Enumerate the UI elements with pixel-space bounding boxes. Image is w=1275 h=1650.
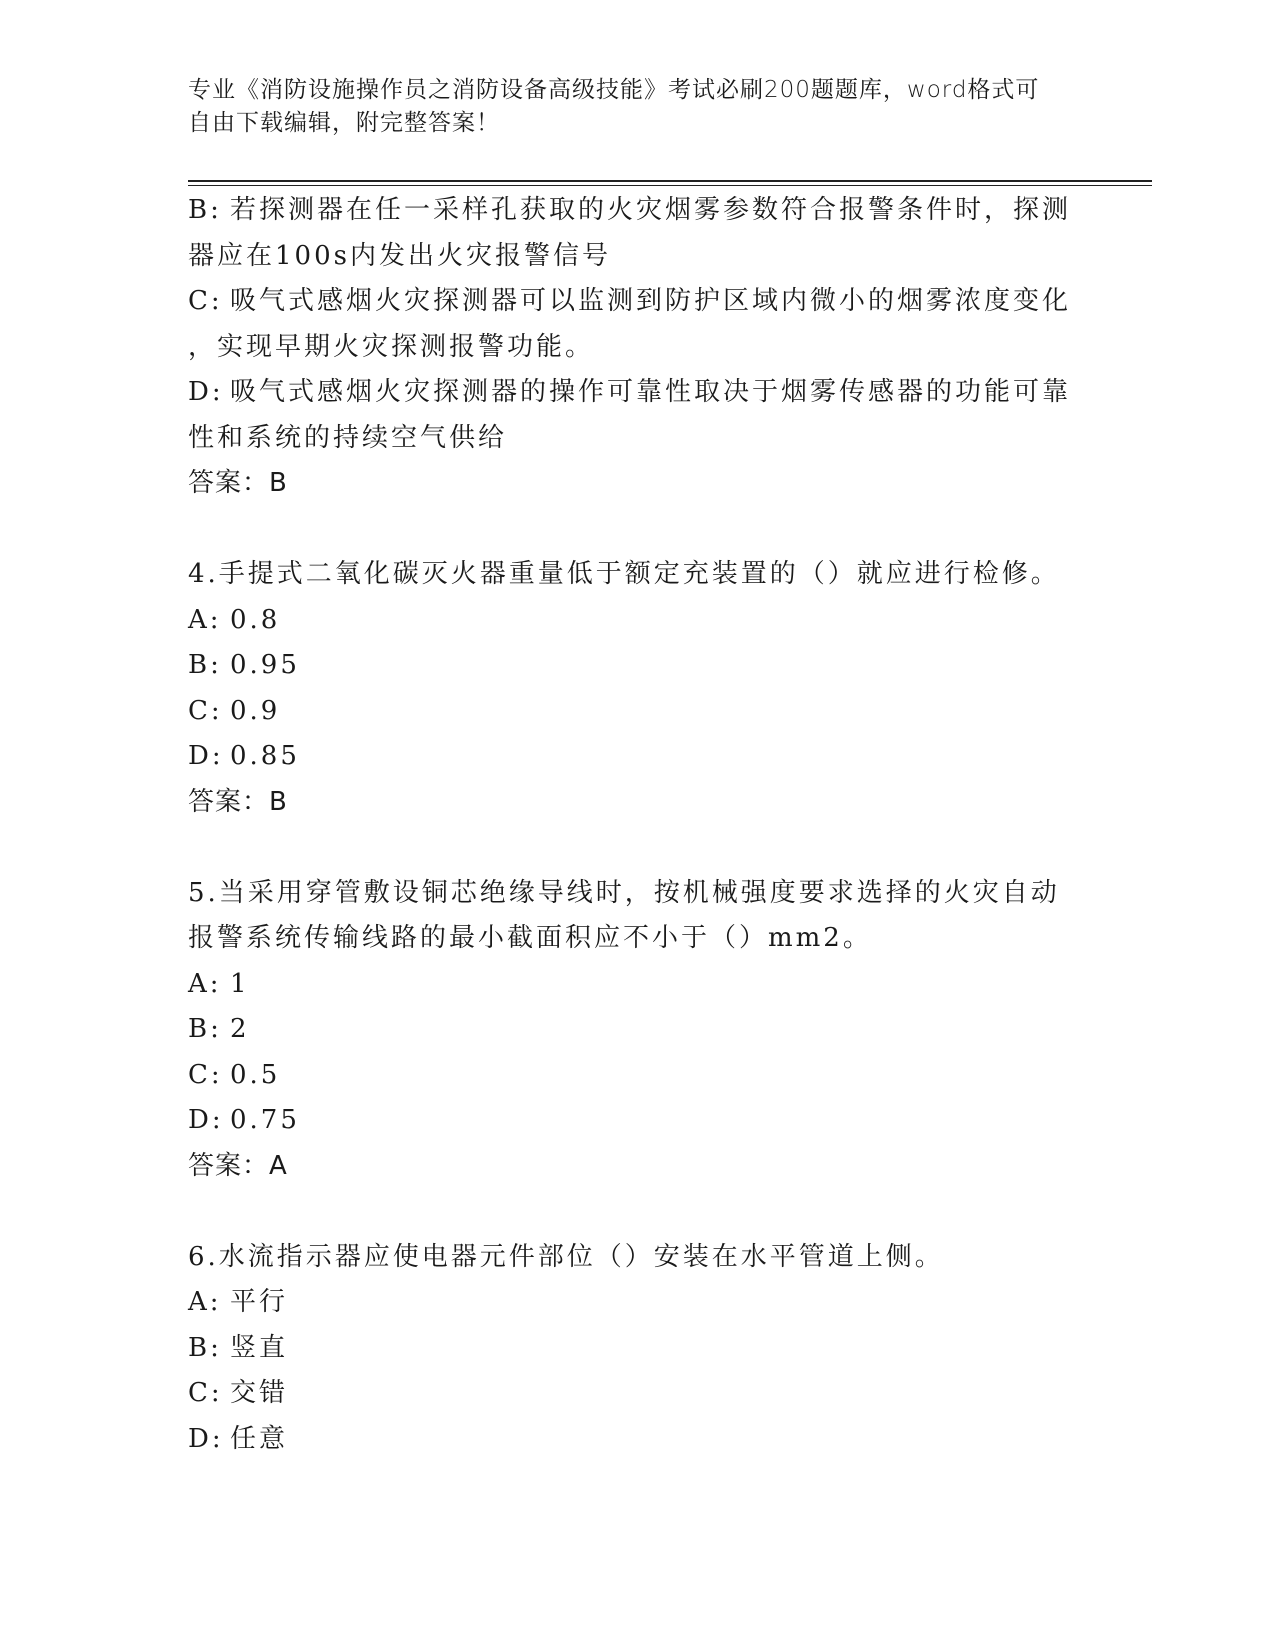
answer-text: 答案：B xyxy=(188,468,288,498)
question-stem-line-2: 报警系统传输线路的最小截面积应不小于（）mm2。 xyxy=(188,923,872,953)
option-c: C: 交错 xyxy=(188,1378,289,1408)
option-d: D: 任意 xyxy=(188,1423,289,1454)
option-c-line-1: C: 吸气式感烟火灾探测器可以监测到防护区域内微小的烟雾浓度变化 xyxy=(188,286,1072,316)
option-d-line-1: D: 吸气式感烟火灾探测器的操作可靠性取决于烟雾传感器的功能可靠 xyxy=(188,377,1072,407)
question-6 xyxy=(188,1235,1088,1463)
option-c-line-2: ，实现早期火灾探测报警功能。 xyxy=(188,331,595,362)
spacer xyxy=(188,1189,1088,1235)
question-stem: 6.水流指示器应使电器元件部位（）安装在水平管道上侧。 xyxy=(188,1241,944,1272)
header-rule-thick xyxy=(188,180,1152,182)
option-a: A: 1 xyxy=(188,968,250,999)
spacer xyxy=(188,825,1088,871)
option-c: C: 0.9 xyxy=(188,695,281,726)
option-c: C: 0.5 xyxy=(188,1059,281,1090)
answer-text: 答案：B xyxy=(188,786,288,817)
option-d-line-2: 性和系统的持续空气供给 xyxy=(188,422,508,453)
continued-question xyxy=(188,188,1088,507)
header-line-2: 自由下载编辑，附完整答案！ xyxy=(188,110,500,136)
option-b-line-1: B: 若探测器在任一采样孔获取的火灾烟雾参数符合报警条件时，探测 xyxy=(188,195,1072,225)
question-5 xyxy=(188,871,1088,1190)
option-d: D: 0.85 xyxy=(188,741,300,771)
header-rule-thin xyxy=(188,185,1152,186)
option-d: D: 0.75 xyxy=(188,1105,300,1135)
option-a: A: 0.8 xyxy=(188,604,281,635)
question-content xyxy=(188,188,1088,1462)
header-line-1: 专业《消防设施操作员之消防设备高级技能》考试必刷200题题库，word格式可 xyxy=(188,77,1040,103)
option-b: B: 竖直 xyxy=(188,1332,289,1363)
question-stem-line-1: 5.当采用穿管敷设铜芯绝缘导线时，按机械强度要求选择的火灾自动 xyxy=(188,877,1060,908)
option-b: B: 0.95 xyxy=(188,650,300,680)
answer-text: 答案：A xyxy=(188,1150,288,1181)
question-4 xyxy=(188,552,1088,825)
option-a: A: 平行 xyxy=(188,1287,289,1317)
document-header xyxy=(188,74,1068,140)
option-b-line-2: 器应在100s内发出火灾报警信号 xyxy=(188,240,611,271)
question-stem: 4.手提式二氧化碳灭火器重量低于额定充装置的（）就应进行检修。 xyxy=(188,559,1060,589)
spacer xyxy=(188,507,1088,553)
option-b: B: 2 xyxy=(188,1014,250,1044)
